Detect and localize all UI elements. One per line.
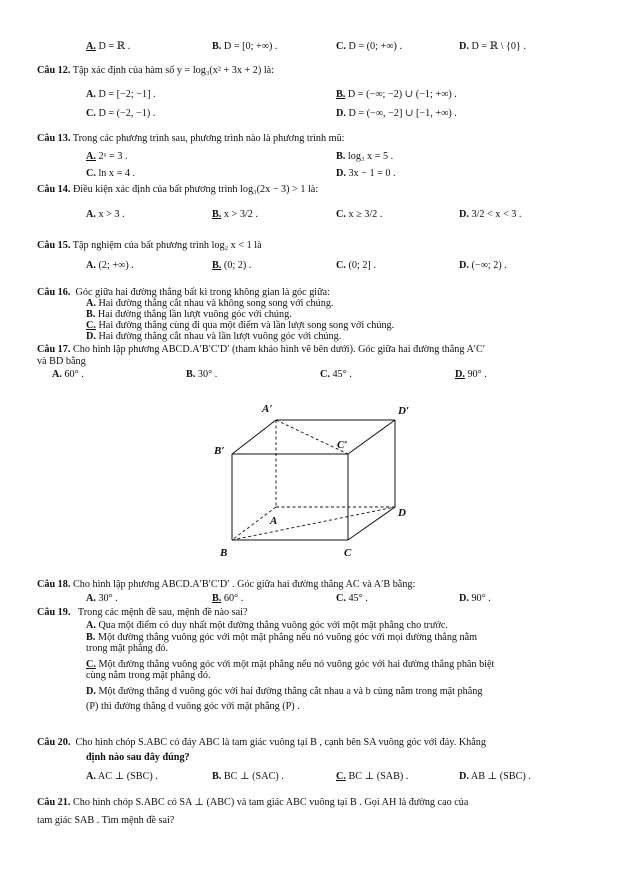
q20-option-d[interactable]: D. AB ⊥ (SBC) .: [459, 771, 531, 782]
q19-option-c-cont: cùng nằm trong mặt phẳng đó.: [86, 670, 211, 681]
top-option-b[interactable]: B. D = [0; +∞) .: [212, 41, 278, 52]
label-d-prime: D′: [398, 405, 410, 417]
q17-option-b[interactable]: B. 30° .: [186, 369, 218, 380]
question-12-stem: Câu 12. Tập xác định của hàm số y = log₃(x² + 3x + 2) là:: [37, 65, 275, 76]
q17-option-c[interactable]: C. 45° .: [320, 369, 352, 380]
q17-option-a[interactable]: A. 60° .: [52, 369, 84, 380]
q12-option-a[interactable]: A. D = [−2; −1] .: [86, 89, 156, 100]
q19-option-b-cont: trong mặt phẳng đó.: [86, 643, 169, 654]
label-c: C: [344, 547, 352, 559]
question-13-stem: Câu 13. Trong các phương trình sau, phương trình nào là phương trình mũ:: [37, 133, 345, 144]
label-d: D: [398, 507, 406, 519]
question-21-stem-cont: tam giác SAB . Tìm mệnh đề sai?: [37, 815, 175, 826]
question-17-stem-cont: và BD bằng: [37, 356, 86, 367]
q13-option-b[interactable]: B. log₃ x = 5 .: [336, 151, 394, 162]
q14-option-a[interactable]: A. x > 3 .: [86, 209, 125, 220]
question-20-stem-cont: định nào sau đây đúng?: [86, 752, 190, 763]
q20-option-c[interactable]: C. BC ⊥ (SAB) .: [336, 771, 409, 782]
q13-option-c[interactable]: C. ln x = 4 .: [86, 168, 136, 179]
question-19-stem: Câu 19. Trong các mệnh đề sau, mệnh đề nào sai?: [37, 607, 248, 618]
q20-option-b[interactable]: B. BC ⊥ (SAC) .: [212, 771, 284, 782]
edge-c1-d1: [348, 420, 395, 454]
q16-option-b[interactable]: B. Hai đường thẳng lần lượt vuông góc với chúng.: [86, 309, 292, 320]
q13-option-a[interactable]: A. 2ˣ = 3 .: [86, 151, 128, 162]
q19-option-b[interactable]: B. Một đường thẳng vuông góc với một mặt phẳng nếu nó vuông góc với mọi đường thẳng nằm: [86, 632, 478, 643]
q17-option-d[interactable]: D. 90° .: [455, 369, 487, 380]
q15-option-d[interactable]: D. (−∞; 2) .: [459, 260, 507, 271]
question-17-stem: Câu 17. Cho hình lập phương ABCD.A′B′C′D′ (tham khảo hình vẽ bên dưới). Góc giữa hai đường thẳng A′C′: [37, 344, 486, 355]
diag-b-d: [232, 507, 395, 540]
q16-option-a[interactable]: A. Hai đường thẳng cắt nhau và không song song với chúng.: [86, 298, 334, 309]
q18-option-a[interactable]: A. 30° .: [86, 593, 118, 604]
q13-option-d[interactable]: D. 3x − 1 = 0 .: [336, 168, 396, 179]
q12-option-d[interactable]: D. D = (−∞, −2] ∪ [−1, +∞) .: [336, 108, 457, 119]
q19-option-a[interactable]: A. Qua một điểm có duy nhất một đường thẳng vuông góc với một mặt phẳng cho trước.: [86, 620, 448, 631]
question-15-stem: Câu 15. Tập nghiệm của bất phương trình log₂ x < 1 là: [37, 240, 262, 251]
top-option-d[interactable]: D. D = ℝ \ {0} .: [459, 41, 527, 52]
top-option-a[interactable]: A. D = ℝ .: [86, 41, 131, 52]
q16-option-c[interactable]: C. Hai đường thẳng cùng đi qua một điểm và lần lượt song song với chúng.: [86, 320, 395, 331]
q15-option-a[interactable]: A. (2; +∞) .: [86, 260, 134, 271]
q16-option-d[interactable]: D. Hai đường thẳng cắt nhau và lần lượt vuông góc với chúng.: [86, 331, 342, 342]
q20-option-a[interactable]: A. AC ⊥ (SBC) .: [86, 771, 158, 782]
q18-option-b[interactable]: B. 60° .: [212, 593, 244, 604]
label-a: A: [270, 515, 278, 527]
q19-option-d[interactable]: D. Một đường thẳng d vuông góc với hai đường thẳng cắt nhau a và b cùng nằm trong mặt phẳng: [86, 686, 483, 697]
question-18-stem: Câu 18. Cho hình lập phương ABCD.A′B′C′D′ . Góc giữa hai đường thẳng AC và A′B bằng:: [37, 579, 416, 590]
label-b-prime: B′: [214, 445, 225, 457]
edge-a1-b1: [232, 420, 276, 454]
q15-option-c[interactable]: C. (0; 2] .: [336, 260, 376, 271]
q15-option-b[interactable]: B. (0; 2) .: [212, 260, 252, 271]
label-b: B: [220, 547, 228, 559]
top-option-c[interactable]: C. D = (0; +∞) .: [336, 41, 403, 52]
q18-option-d[interactable]: D. 90° .: [459, 593, 491, 604]
q18-option-c[interactable]: C. 45° .: [336, 593, 368, 604]
cube-figure: [200, 392, 430, 570]
q14-option-d[interactable]: D. 3/2 < x < 3 .: [459, 209, 522, 220]
q19-option-c[interactable]: C. Một đường thẳng vuông góc với một mặt phẳng nếu nó vuông góc với hai đường thẳng phân biệt: [86, 659, 495, 670]
question-14-stem: Câu 14. Điều kiện xác định của bất phương trình log₃(2x − 3) > 1 là:: [37, 184, 319, 195]
q14-option-c[interactable]: C. x ≥ 3/2 .: [336, 209, 383, 220]
question-21-stem: Câu 21. Cho hình chóp S.ABC có SA ⊥ (ABC) và tam giác ABC vuông tại B . Gọi AH là đường cao của: [37, 797, 469, 808]
label-c-prime: C′: [337, 439, 348, 451]
question-20-stem: Câu 20. Cho hình chóp S.ABC có đáy ABC là tam giác vuông tại B , cạnh bên SA vuông góc với đáy. Khẳng: [37, 737, 486, 748]
q12-option-b[interactable]: B. D = (−∞; −2) ∪ (−1; +∞) .: [336, 89, 457, 100]
question-16-stem: Câu 16. Góc giữa hai đường thẳng bất kì trong không gian là góc giữa:: [37, 287, 331, 298]
edge-c-d: [348, 507, 395, 540]
q14-option-b[interactable]: B. x > 3/2 .: [212, 209, 258, 220]
q12-option-c[interactable]: C. D = (−2, −1) .: [86, 108, 156, 119]
q19-option-d-cont: (P) thì đường thẳng d vuông góc với mặt phẳng (P) .: [86, 701, 300, 712]
label-a-prime: A′: [262, 403, 273, 415]
